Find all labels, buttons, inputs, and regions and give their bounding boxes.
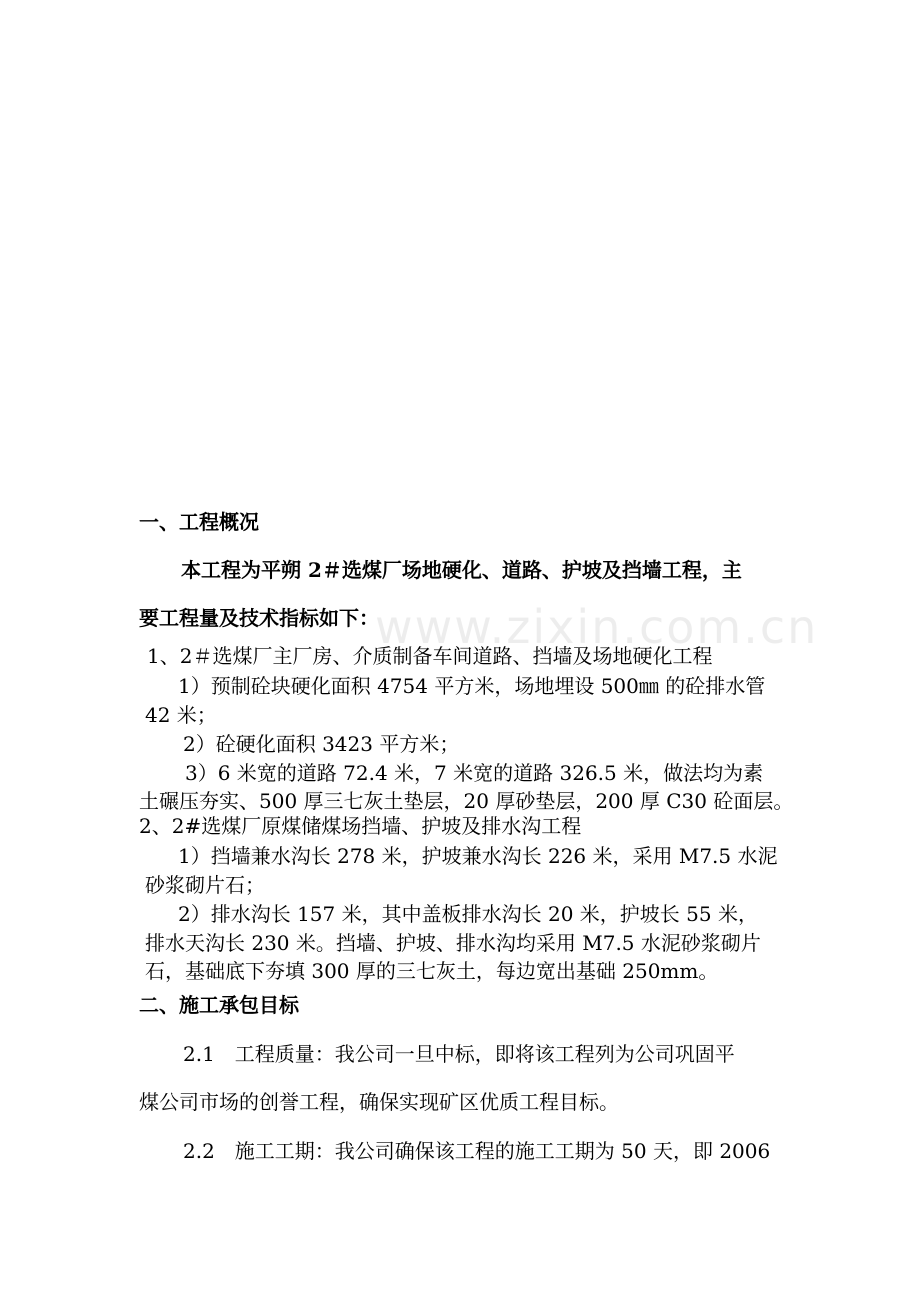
section1-intro-line2: 要工程量及技术指标如下： <box>139 606 379 630</box>
section2-p1-line1: 2.1 工程质量：我公司一旦中标，即将该工程列为公司巩固平 <box>183 1042 735 1066</box>
section2-heading: 二、施工承包目标 <box>139 993 299 1017</box>
item2-2-line1: 2）排水沟长 157 米，其中盖板排水沟长 20 米，护坡长 55 米， <box>178 902 758 926</box>
item1-3-line2: 土碾压夯实、500 厚三七灰土垫层，20 厚砂垫层，200 厚 C30 砼面层。 <box>139 789 794 813</box>
watermark: www.zixin.com.cn <box>375 600 819 654</box>
item2-2-line3: 石，基础底下夯填 300 厚的三七灰土，每边宽出基础 250mm。 <box>145 959 719 983</box>
item2-1-line2: 砂浆砌片石； <box>145 873 265 897</box>
item1-3-line1: 3）6 米宽的道路 72.4 米，7 米宽的道路 326.5 米，做法均为素 <box>185 761 764 785</box>
section1-heading: 一、工程概况 <box>139 510 259 534</box>
item1-1-line1: 1）预制砼块硬化面积 4754 平方米，场地埋设 500㎜ 的砼排水管 <box>178 674 766 698</box>
item2-2-line2: 排水天沟长 230 米。挡墙、护坡、排水沟均采用 M7.5 水泥砂浆砌片 <box>145 931 761 955</box>
item1-2: 2）砼硬化面积 3423 平方米； <box>183 732 460 756</box>
section2-p1-line2: 煤公司市场的创誉工程，确保实现矿区优质工程目标。 <box>139 1090 619 1114</box>
section1-intro-line1: 本工程为平朔 2＃选煤厂场地硬化、道路、护坡及挡墙工程，主 <box>181 558 742 582</box>
item2-title: 2、2#选煤厂原煤储煤场挡墙、护坡及排水沟工程 <box>139 814 582 838</box>
item1-1-line2: 42 米； <box>145 703 217 727</box>
item1-title: 1、2＃选煤厂主厂房、介质制备车间道路、挡墙及场地硬化工程 <box>147 644 713 668</box>
section2-p2-line1: 2.2 施工工期：我公司确保该工程的施工工期为 50 天，即 2006 <box>183 1139 771 1163</box>
item2-1-line1: 1）挡墙兼水沟长 278 米，护坡兼水沟长 226 米，采用 M7.5 水泥 <box>178 844 778 868</box>
